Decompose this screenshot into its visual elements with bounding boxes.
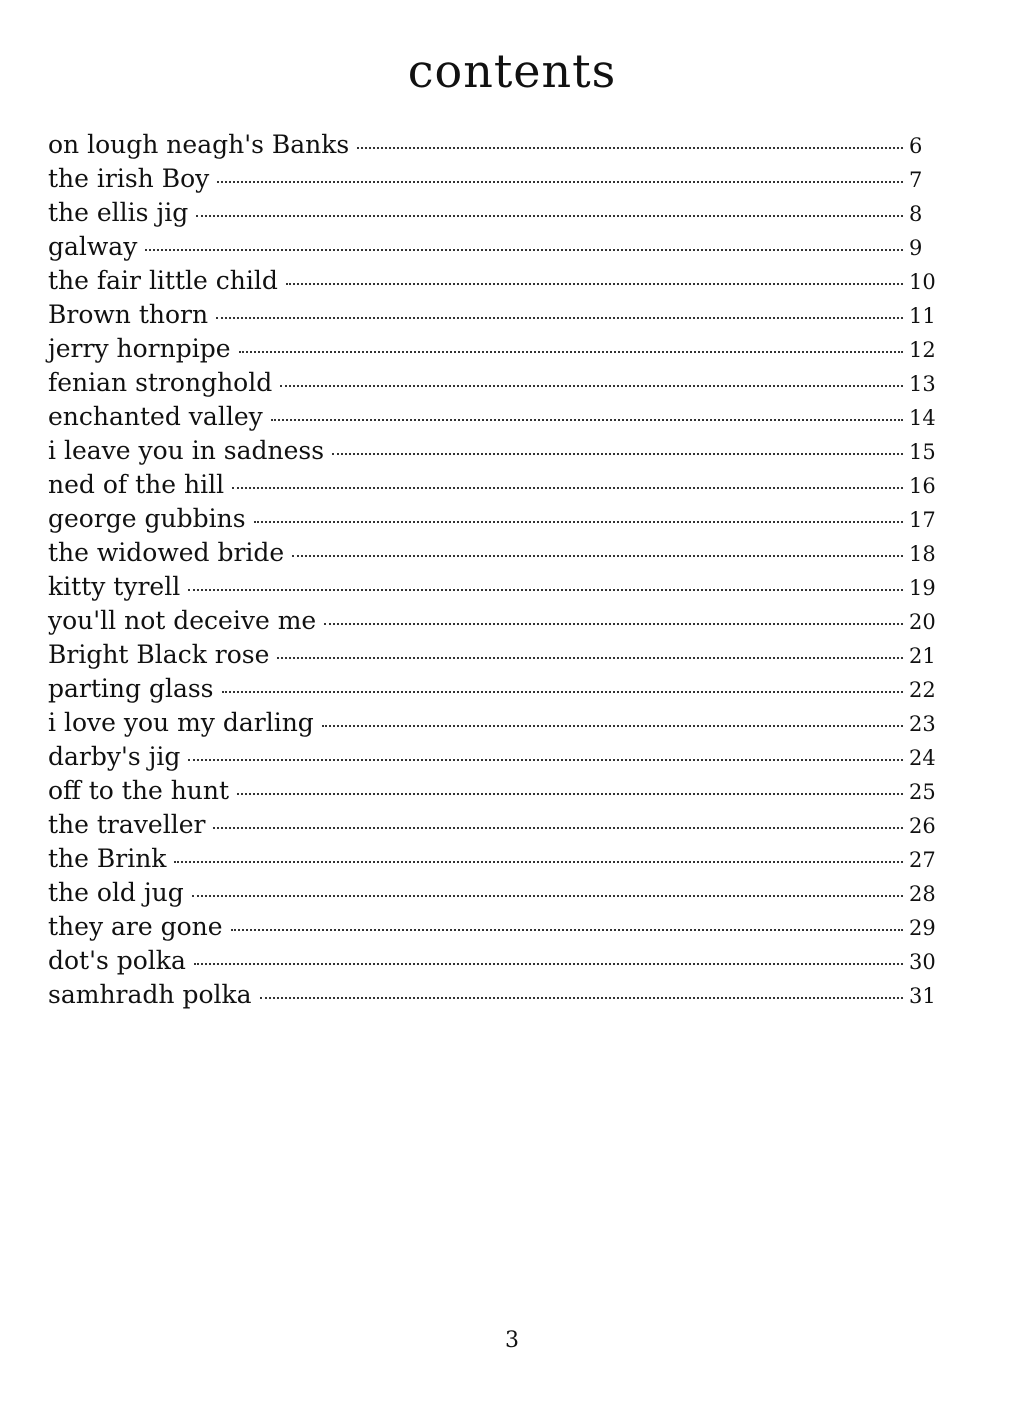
toc-entry bbox=[48, 230, 943, 264]
toc-entry bbox=[48, 162, 943, 196]
dot-leader bbox=[222, 691, 903, 693]
page-title: contents bbox=[407, 44, 617, 98]
toc-entry bbox=[48, 434, 943, 468]
dot-leader bbox=[192, 895, 903, 897]
toc-entry bbox=[48, 502, 943, 536]
toc-entry-title: jerry hornpipe bbox=[48, 334, 231, 363]
toc-entry bbox=[48, 298, 943, 332]
toc-entry-page: 16 bbox=[909, 474, 936, 498]
toc-entry-page: 17 bbox=[909, 508, 936, 532]
dot-leader bbox=[271, 419, 903, 421]
toc-entry-page: 15 bbox=[909, 440, 936, 464]
toc-entry-page: 14 bbox=[909, 406, 936, 430]
toc-entry-page: 23 bbox=[909, 712, 936, 736]
dot-leader bbox=[292, 555, 903, 557]
toc-entry bbox=[48, 570, 943, 604]
toc-entry bbox=[48, 264, 943, 298]
dot-leader bbox=[174, 861, 903, 863]
dot-leader bbox=[232, 487, 903, 489]
toc-entry bbox=[48, 978, 943, 1012]
toc-entry-page: 22 bbox=[909, 678, 936, 702]
toc-entry bbox=[48, 910, 943, 944]
toc-entry-page: 20 bbox=[909, 610, 936, 634]
dot-leader bbox=[213, 827, 903, 829]
toc-entry-page: 8 bbox=[909, 202, 923, 226]
dot-leader bbox=[277, 657, 903, 659]
toc-entry-page: 7 bbox=[909, 168, 923, 192]
toc-entry bbox=[48, 876, 943, 910]
toc-entry bbox=[48, 332, 943, 366]
toc-entry-title: samhradh polka bbox=[48, 980, 252, 1009]
toc-entry bbox=[48, 944, 943, 978]
page-number: 3 bbox=[505, 1328, 519, 1353]
toc-entry bbox=[48, 604, 943, 638]
toc-entry-title: the irish Boy bbox=[48, 164, 210, 193]
toc-entry-page: 12 bbox=[909, 338, 936, 362]
table-of-contents bbox=[48, 128, 943, 1012]
toc-entry-page: 25 bbox=[909, 780, 936, 804]
dot-leader bbox=[188, 759, 903, 761]
toc-entry-page: 30 bbox=[909, 950, 936, 974]
toc-entry-title: i leave you in sadness bbox=[48, 436, 325, 465]
dot-leader bbox=[237, 793, 903, 795]
toc-entry-title: enchanted valley bbox=[48, 402, 263, 431]
toc-entry bbox=[48, 400, 943, 434]
toc-entry-title: on lough neagh's Banks bbox=[48, 130, 350, 159]
toc-entry-title: ned of the hill bbox=[48, 470, 225, 499]
toc-entry-title: i love you my darling bbox=[48, 708, 314, 737]
toc-entry bbox=[48, 536, 943, 570]
toc-entry-page: 26 bbox=[909, 814, 936, 838]
dot-leader bbox=[145, 249, 903, 251]
toc-entry bbox=[48, 706, 943, 740]
dot-leader bbox=[188, 589, 903, 591]
toc-entry bbox=[48, 638, 943, 672]
dot-leader bbox=[322, 725, 903, 727]
toc-entry bbox=[48, 842, 943, 876]
toc-entry-title: the old jug bbox=[48, 878, 184, 907]
toc-entry-page: 10 bbox=[909, 270, 936, 294]
toc-entry-title: kitty tyrell bbox=[48, 572, 181, 601]
toc-entry-title: parting glass bbox=[48, 674, 214, 703]
toc-entry bbox=[48, 808, 943, 842]
toc-entry-page: 29 bbox=[909, 916, 936, 940]
toc-entry-title: Bright Black rose bbox=[48, 640, 270, 669]
dot-leader bbox=[260, 997, 903, 999]
toc-entry-title: darby's jig bbox=[48, 742, 181, 771]
toc-entry-title: they are gone bbox=[48, 912, 223, 941]
dot-leader bbox=[196, 215, 903, 217]
toc-entry-page: 31 bbox=[909, 984, 936, 1008]
toc-entry bbox=[48, 196, 943, 230]
toc-entry-title: the widowed bride bbox=[48, 538, 285, 567]
toc-entry-title: fenian stronghold bbox=[48, 368, 273, 397]
dot-leader bbox=[239, 351, 903, 353]
toc-entry-page: 13 bbox=[909, 372, 936, 396]
toc-entry-page: 19 bbox=[909, 576, 936, 600]
toc-entry bbox=[48, 366, 943, 400]
toc-entry-title: galway bbox=[48, 232, 138, 261]
toc-entry-title: the Brink bbox=[48, 844, 167, 873]
toc-entry bbox=[48, 468, 943, 502]
toc-entry bbox=[48, 128, 943, 162]
toc-entry bbox=[48, 740, 943, 774]
toc-entry-page: 24 bbox=[909, 746, 936, 770]
toc-entry-title: Brown thorn bbox=[48, 300, 209, 329]
toc-entry-page: 28 bbox=[909, 882, 936, 906]
dot-leader bbox=[286, 283, 903, 285]
toc-entry-title: the ellis jig bbox=[48, 198, 189, 227]
toc-entry-title: off to the hunt bbox=[48, 776, 230, 805]
toc-entry-page: 9 bbox=[909, 236, 923, 260]
toc-entry-title: the traveller bbox=[48, 810, 206, 839]
toc-entry-page: 18 bbox=[909, 542, 936, 566]
dot-leader bbox=[332, 453, 903, 455]
toc-entry-page: 27 bbox=[909, 848, 936, 872]
dot-leader bbox=[280, 385, 903, 387]
dot-leader bbox=[231, 929, 903, 931]
toc-entry-title: the fair little child bbox=[48, 266, 278, 295]
toc-entry-page: 11 bbox=[909, 304, 936, 328]
toc-entry-title: you'll not deceive me bbox=[48, 606, 317, 635]
toc-entry-page: 21 bbox=[909, 644, 936, 668]
toc-entry bbox=[48, 672, 943, 706]
dot-leader bbox=[194, 963, 903, 965]
dot-leader bbox=[254, 521, 903, 523]
dot-leader bbox=[216, 317, 903, 319]
toc-entry-title: dot's polka bbox=[48, 946, 186, 975]
toc-entry bbox=[48, 774, 943, 808]
toc-entry-title: george gubbins bbox=[48, 504, 246, 533]
toc-entry-page: 6 bbox=[909, 134, 923, 158]
dot-leader bbox=[357, 147, 903, 149]
dot-leader bbox=[324, 623, 903, 625]
dot-leader bbox=[217, 181, 903, 183]
